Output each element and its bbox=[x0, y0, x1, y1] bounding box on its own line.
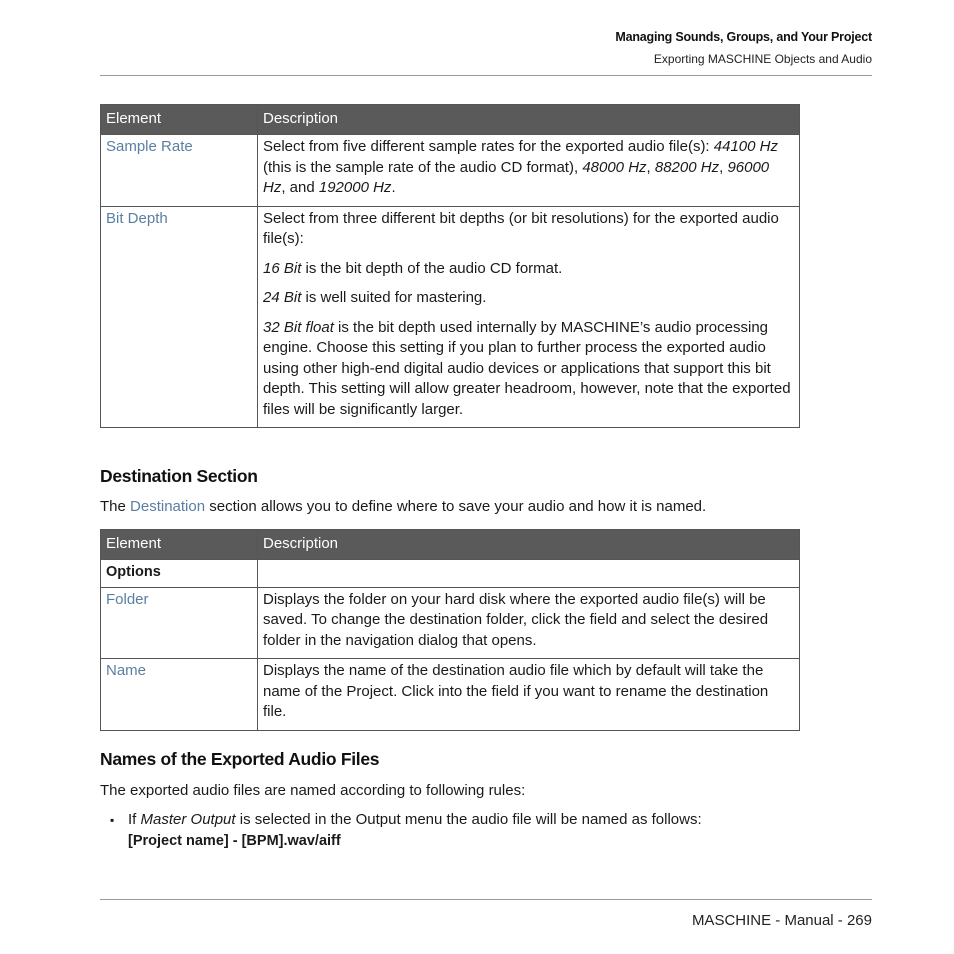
bit-depth-16: 16 Bit is the bit depth of the audio CD format. bbox=[263, 259, 563, 277]
page-footer: MASCHINE - Manual - 269 bbox=[691, 912, 872, 929]
options-group-label: Options bbox=[101, 560, 258, 588]
table-row bbox=[101, 206, 800, 428]
table-group-row bbox=[101, 560, 800, 588]
destination-link: Destination bbox=[130, 498, 206, 515]
description-folder: Displays the folder on your hard disk where the exported audio file(s) will be saved. To change the destination folder, click the field and select the desired folder in the navigation dialog that opens. bbox=[258, 587, 800, 659]
list-item bbox=[110, 810, 870, 851]
column-header-description: Description bbox=[258, 530, 800, 560]
table-row bbox=[101, 135, 800, 207]
column-header-description: Description bbox=[258, 105, 800, 135]
element-folder: Folder bbox=[101, 587, 258, 659]
table-row bbox=[101, 659, 800, 731]
element-bit-depth: Bit Depth bbox=[101, 206, 258, 428]
header-rule bbox=[100, 75, 872, 76]
running-header bbox=[100, 30, 872, 66]
description-bit-depth bbox=[258, 206, 800, 428]
names-heading: Names of the Exported Audio Files bbox=[100, 749, 380, 769]
column-header-element: Element bbox=[101, 105, 258, 135]
bullet-text: If Master Output is selected in the Output menu the audio file will be named as follows: [Project name] - [BPM].wav/aiff bbox=[128, 811, 702, 849]
export-settings-table bbox=[100, 104, 800, 428]
bullet-marker: ▪ bbox=[110, 813, 115, 827]
chapter-title: Managing Sounds, Groups, and Your Project bbox=[615, 30, 872, 44]
section-title: Exporting MASCHINE Objects and Audio bbox=[653, 52, 872, 66]
element-sample-rate: Sample Rate bbox=[101, 135, 258, 207]
filename-pattern: [Project name] - [BPM].wav/aiff bbox=[128, 832, 341, 849]
table-header-row bbox=[101, 105, 800, 135]
destination-intro: The Destination section allows you to define where to save your audio and how it is named. bbox=[100, 498, 707, 515]
footer-rule bbox=[100, 899, 872, 900]
column-header-element: Element bbox=[101, 530, 258, 560]
names-intro: The exported audio files are named according to following rules: bbox=[100, 782, 526, 799]
element-name: Name bbox=[101, 659, 258, 731]
description-name: Displays the name of the destination audio file which by default will take the name of the Project. Click into the field if you want to rename the destination file. bbox=[258, 659, 800, 731]
bit-depth-32: 32 Bit float is the bit depth used internally by MASCHINE’s audio processing engine. Choose this setting if you plan to further process the exported audio using other high-end digital audio devices or applications that support this bit depth. This setting will allow greater headroom, however, note that the exported files will be significantly larger. bbox=[263, 318, 791, 418]
bit-depth-24: 24 Bit is well suited for mastering. bbox=[263, 289, 487, 306]
destination-table bbox=[100, 529, 800, 731]
destination-heading: Destination Section bbox=[100, 466, 258, 486]
options-group-empty bbox=[258, 560, 800, 588]
table-row bbox=[101, 587, 800, 659]
description-sample-rate: Select from five different sample rates for the exported audio file(s): 44100 Hz (this is the sample rate of the audio CD format), 48000 Hz, 88200 Hz, 96000 Hz, and 192000 Hz. bbox=[258, 135, 800, 207]
table-header-row bbox=[101, 530, 800, 560]
bit-depth-intro: Select from three different bit depths (or bit resolutions) for the exported audio file(s): bbox=[263, 209, 779, 247]
